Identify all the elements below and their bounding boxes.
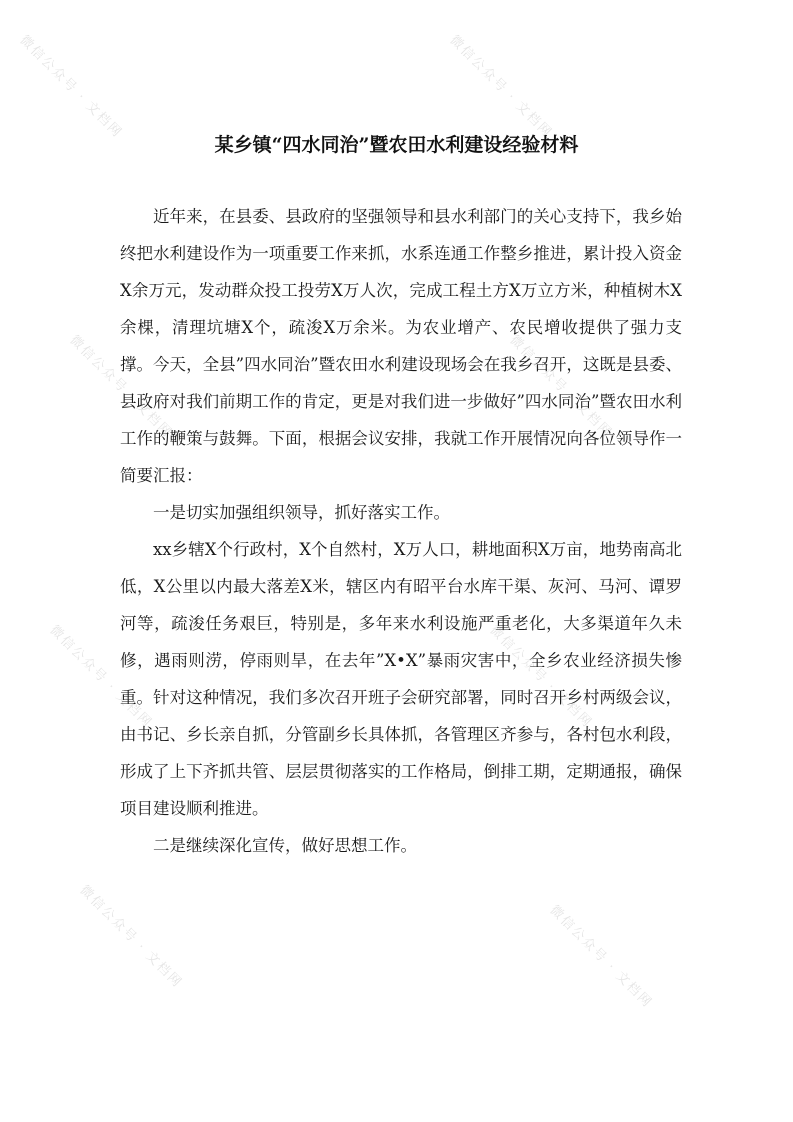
section-heading-1: 一是切实加强组织领导，抓好落实工作。	[153, 503, 450, 522]
watermark-text: 微信公众号 · 文档网	[506, 332, 616, 442]
watermark-text: 微信公众号 · 文档网	[66, 332, 176, 442]
watermark-text: 微信公众号 · 文档网	[76, 882, 186, 992]
document-title: 某乡镇“四水同治”暨农田水利建设经验材料	[214, 134, 579, 156]
watermark-text: 微信公众号 · 文档网	[446, 32, 556, 142]
watermark-text: 微信公众号 · 文档网	[486, 622, 596, 732]
document-body	[120, 198, 682, 864]
paragraph-section-1: xx乡辖X个行政村，X个自然村，X万人口，耕地面积X万亩，地势南高北低，X公里以内最大落差X米，辖区内有昭平台水库干渠、灰河、马河、谭罗河等，疏浚任务艰巨，特别是，多年来水利设施严重老化，大多渠道年久未修，遇雨则涝，停雨则旱，在去年”X•X”暴雨灾害中，全乡农业经济损失惨重。针对这种情况，我们多次召开班子会研究部署，同时召开乡村两级会议，由书记、乡长亲自抓，分管副乡长具体抓，各管理区齐参与，各村包水利段，形成了上下齐抓共管、层层贯彻落实的工作格局，倒排工期，定期通报，确保项目建设顺利推进。	[120, 540, 682, 818]
watermark-text: 微信公众号 · 文档网	[546, 902, 656, 1012]
watermark-text: 微信公众号 · 文档网	[16, 32, 126, 142]
section-heading-2: 二是继续深化宣传，做好思想工作。	[153, 836, 417, 855]
paragraph-intro: 近年来，在县委、县政府的坚强领导和县水利部门的关心支持下，我乡始终把水利建设作为一项重要工作来抓，水系连通工作整乡推进，累计投入资金X余万元，发动群众投工投劳X万人次，完成工程土方X万立方米，种植树木X余棵，清理坑塘X个，疏浚X万余米。为农业增产、农民增收提供了强力支撑。今天，全县”四水同治”暨农田水利建设现场会在我乡召开，这既是县委、县政府对我们前期工作的肯定，更是对我们进一步做好”四水同治”暨农田水利工作的鞭策与鼓舞。下面，根据会议安排，我就工作开展情况向各位领导作一简要汇报：	[120, 207, 682, 485]
watermark-text: 微信公众号 · 文档网	[46, 622, 156, 732]
